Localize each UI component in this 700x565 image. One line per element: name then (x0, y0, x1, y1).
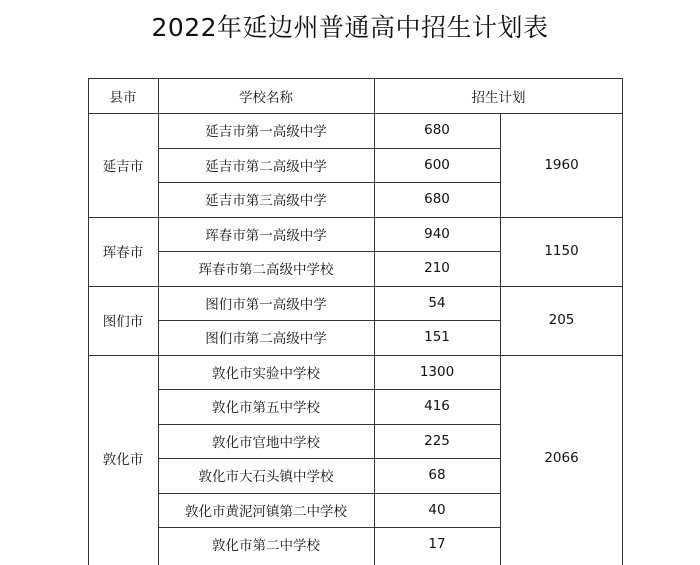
total-cell: 2066 (544, 450, 579, 466)
school-name-cell: 敦化市第二中学校 (212, 538, 320, 555)
school-name-cell: 珲春市第一高级中学 (205, 227, 327, 244)
school-name-cell: 敦化市官地中学校 (212, 434, 320, 451)
school-count-cell: 40 (428, 501, 446, 518)
county-cell: 敦化市 (102, 452, 144, 468)
school-name-cell: 延吉市第一高级中学 (205, 124, 327, 141)
school-name-cell: 珲春市第二高级中学校 (198, 262, 334, 279)
county-cell: 珲春市 (102, 245, 144, 261)
school-count-cell: 680 (424, 191, 450, 208)
school-count-cell: 210 (424, 260, 450, 277)
school-count-cell: 54 (428, 294, 446, 311)
school-name-cell: 敦化市大石头镇中学校 (198, 469, 334, 486)
school-count-cell: 225 (424, 432, 450, 449)
county-cell: 图们市 (102, 314, 144, 330)
total-cell: 1960 (544, 156, 579, 173)
enrollment-table (88, 78, 623, 565)
school-count-cell: 151 (424, 329, 450, 346)
school-count-cell: 600 (424, 156, 450, 173)
header-county: 县市 (109, 89, 137, 106)
school-count-cell: 1300 (419, 363, 455, 380)
school-name-cell: 敦化市黄泥河镇第二中学校 (185, 503, 347, 520)
school-count-cell: 17 (428, 536, 446, 553)
school-name-cell: 延吉市第二高级中学 (205, 158, 327, 175)
school-count-cell: 68 (428, 467, 446, 484)
school-count-cell: 416 (424, 398, 450, 415)
school-name-cell: 延吉市第三高级中学 (205, 193, 327, 210)
school-name-cell: 图们市第二高级中学 (205, 331, 327, 348)
school-name-cell: 敦化市第五中学校 (212, 400, 320, 417)
total-cell: 1150 (544, 243, 579, 259)
school-name-cell: 图们市第一高级中学 (205, 296, 327, 313)
school-count-cell: 940 (424, 225, 450, 242)
school-count-cell: 680 (424, 122, 450, 139)
total-cell: 205 (548, 312, 575, 328)
school-name-cell: 敦化市实验中学校 (212, 365, 320, 382)
page-title: 2022年延边州普通高中招生计划表 (151, 13, 549, 42)
header-school: 学校名称 (239, 89, 293, 106)
county-cell: 延吉市 (102, 158, 144, 175)
header-plan: 招生计划 (471, 89, 526, 106)
